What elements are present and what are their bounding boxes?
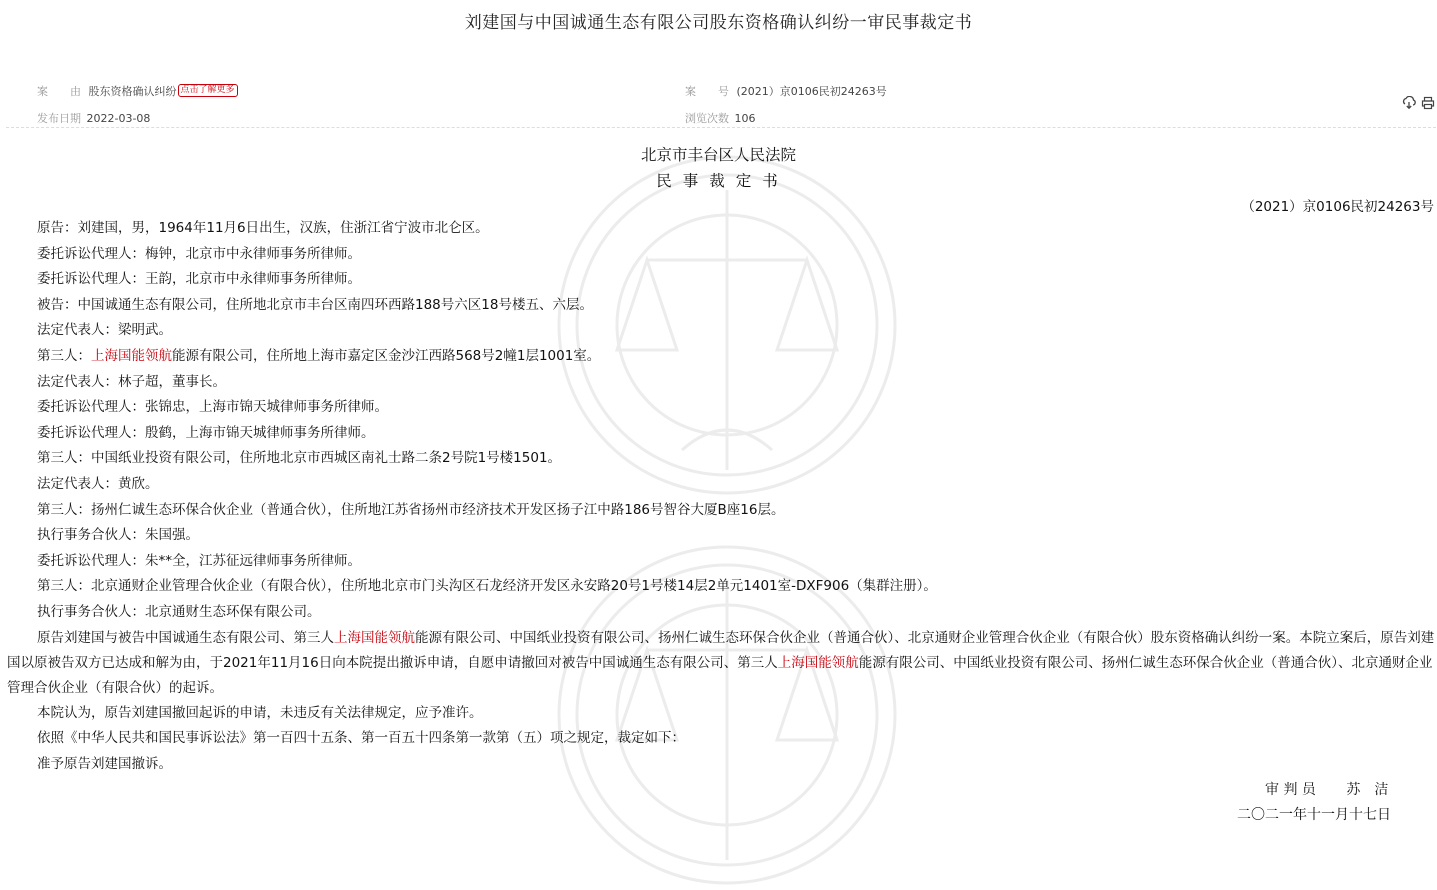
download-icon[interactable] [1402, 96, 1421, 115]
view-count-value: 106 [734, 112, 756, 125]
court-name: 北京市丰台区人民法院 [640, 146, 796, 164]
summary-text: 原告刘建国与被告中国诚通生态有限公司、第三人 [37, 629, 334, 646]
ruling-paragraph: 准予原告刘建国撤诉。 [37, 755, 172, 772]
party-list [7, 216, 1435, 626]
view-count-label: 浏览次数 [685, 112, 729, 125]
case-cause-value: 股东资格确认纠纷 [88, 85, 177, 98]
highlight-company[interactable]: 上海国能领航 [91, 347, 172, 364]
party-line: 法定代表人：黄欣。 [37, 475, 159, 492]
document-type: 民事裁定书 [656, 172, 789, 190]
case-summary-paragraph [7, 626, 1435, 701]
party-line: 委托诉讼代理人：王韵，北京市中永律师事务所律师。 [37, 271, 361, 288]
party-line: 执行事务合伙人：北京通财生态环保有限公司。 [37, 603, 321, 620]
party-text: 能源有限公司，住所地上海市嘉定区金沙江西路568号2幢1层1001室。 [172, 347, 601, 364]
divider [6, 127, 1436, 128]
case-number [685, 83, 887, 99]
party-line: 法定代表人：梁明武。 [37, 322, 172, 339]
party-line: 第三人：中国纸业投资有限公司，住所地北京市西城区南礼士路二条2号院1号楼1501。 [37, 450, 562, 467]
party-line: 委托诉讼代理人：殷鹤，上海市锦天城律师事务所律师。 [37, 424, 375, 441]
judge-signature [1265, 779, 1388, 799]
party-line: 委托诉讼代理人：朱**全，江苏征远律师事务所律师。 [37, 552, 361, 569]
publish-date [37, 110, 150, 126]
document-case-number: （2021）京0106民初24263号 [1241, 199, 1434, 215]
case-cause-label: 案 由 [37, 85, 81, 98]
view-count [685, 110, 756, 126]
summary-text: 能源有限公司、中国纸业投资有限公司、扬州仁诚生态环保合伙企业（普通合伙）、北京通财企业管理合伙企业（有限合伙）的起诉。 [7, 654, 1433, 696]
judge-title: 审 判 员 [1265, 782, 1316, 798]
document-body [7, 216, 1435, 777]
party-line: 被告：中国诚通生态有限公司，住所地北京市丰台区南四环西路188号六区18号楼五、六层。 [37, 296, 593, 313]
party-line: 第三人：扬州仁诚生态环保合伙企业（普通合伙），住所地江苏省扬州市经济技术开发区扬子江中路186号智谷大厦B座16层。 [37, 501, 785, 518]
highlight-company[interactable]: 上海国能领航 [777, 654, 859, 671]
case-number-value: (2021）京0106民初24263号 [736, 85, 887, 98]
court-opinion-paragraph: 本院认为，原告刘建国撤回起诉的申请，未违反有关法律规定，应予准许。 [37, 704, 483, 721]
party-line: 原告：刘建国，男，1964年11月6日出生，汉族，住浙江省宁波市北仑区。 [37, 220, 489, 236]
print-icon[interactable] [1421, 96, 1435, 115]
party-line: 委托诉讼代理人：梅钟，北京市中永律师事务所律师。 [37, 245, 361, 262]
party-line [7, 344, 1435, 370]
legal-basis-paragraph: 依照《中华人民共和国民事诉讼法》第一百四十五条、第一百五十四条第一款第（五）项之规定，裁定如下： [37, 730, 685, 747]
toolbar-icons [1402, 96, 1435, 115]
party-line: 执行事务合伙人：朱国强。 [37, 527, 199, 544]
learn-more-link[interactable]: 点击了解更多 [178, 84, 238, 97]
party-line: 委托诉讼代理人：张锦忠，上海市锦天城律师事务所律师。 [37, 399, 388, 416]
publish-date-label: 发布日期 [37, 112, 81, 125]
party-line: 法定代表人：林子超，董事长。 [37, 373, 226, 390]
judge-name: 苏 洁 [1346, 782, 1389, 798]
summary-text: 能源有限公司、中国纸业投资有限公司、扬州仁诚生态环保合伙企业（普通合伙）、北京通财企业管理合伙企业（有限合伙）股东资格确认纠纷一案。本院立案后，原告刘建国以原被告双方已达成和解为由，于2021年11月16日向本院提出撤诉申请，自愿申请撤回对被告中国诚通生态有限公司、第三人 [7, 629, 1435, 671]
case-cause [37, 83, 238, 100]
ruling-date: 二〇二一年十一月十七日 [1237, 807, 1391, 823]
highlight-company[interactable]: 上海国能领航 [334, 629, 415, 646]
party-text: 第三人： [37, 347, 91, 364]
party-line: 第三人：北京通财企业管理合伙企业（有限合伙），住所地北京市门头沟区石龙经济开发区永安路20号1号楼14层2单元1401室-DXF906（集群注册）。 [37, 578, 937, 595]
publish-date-value: 2022-03-08 [86, 112, 151, 125]
page-title: 刘建国与中国诚通生态有限公司股东资格确认纠纷一审民事裁定书 [464, 13, 973, 33]
case-number-label: 案 号 [685, 85, 729, 98]
